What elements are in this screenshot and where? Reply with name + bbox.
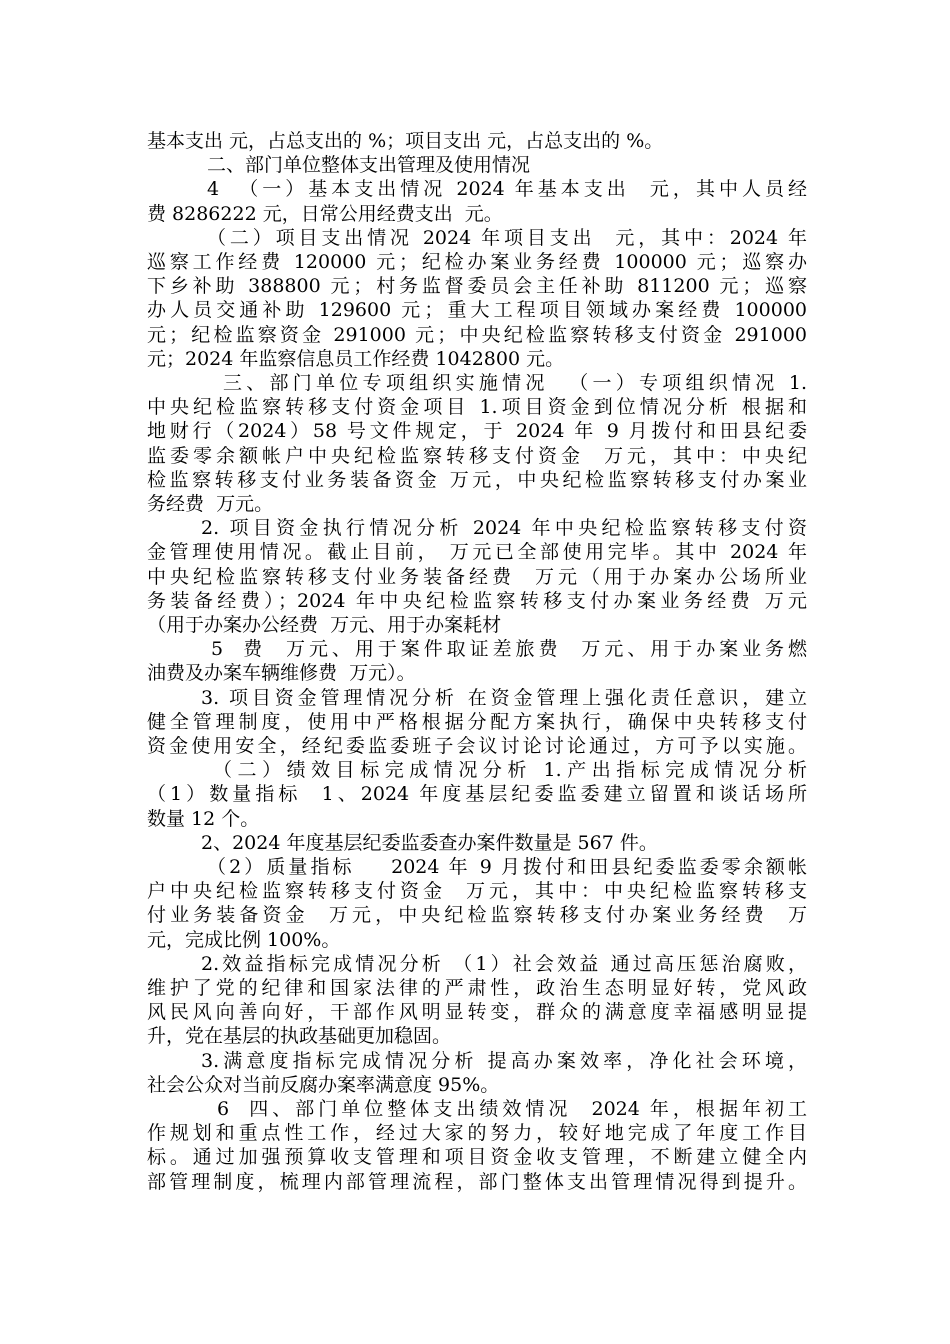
text-line: （用于办案办公经费 万元、用于办案耗材 bbox=[147, 614, 502, 636]
text-line: 务经费 万元。 bbox=[147, 493, 274, 515]
text-line: 元；纪检监察资金 291000 元；中央纪检监察转移支付资金 291000 bbox=[147, 324, 807, 346]
text-line: 元，完成比例 100%。 bbox=[147, 929, 341, 951]
text-line: 费 8286222 元，日常公用经费支出 元。 bbox=[147, 203, 503, 225]
text-line: 资金使用安全，经纪委监委班子会议讨论讨论通过，方可予以实施。 bbox=[147, 735, 807, 757]
text-line: 升，党在基层的执政基础更加稳固。 bbox=[147, 1025, 452, 1047]
text-line: 健全管理制度，使用中严格根据分配方案执行，确保中央转移支付 bbox=[147, 711, 807, 733]
text-line: 风民风向善向好，干部作风明显转变，群众的满意度幸福感明显提 bbox=[147, 1001, 807, 1023]
text-line: （二）项目支出情况 2024 年项目支出 元，其中：2024 年 bbox=[207, 227, 807, 249]
text-line: 监委零余额帐户中央纪检监察转移支付资金 万元，其中：中央纪 bbox=[147, 445, 807, 467]
text-line: 标。通过加强预算收支管理和项目资金收支管理，不断建立健全内 bbox=[147, 1146, 807, 1168]
text-line: （二）绩效目标完成情况分析 1.产出指标完成情况分析 bbox=[213, 759, 807, 781]
text-line: 务装备经费）；2024 年中央纪检监察转移支付办案业务经费 万元 bbox=[147, 590, 807, 612]
text-line: 作规划和重点性工作，经过大家的努力，较好地完成了年度工作目 bbox=[147, 1122, 807, 1144]
text-line: 6 四、部门单位整体支出绩效情况 2024 年，根据年初工 bbox=[217, 1098, 807, 1120]
text-line: 元；2024 年监察信息员工作经费 1042800 元。 bbox=[147, 348, 565, 370]
text-line: 5 费 万元、用于案件取证差旅费 万元、用于办案业务燃 bbox=[211, 638, 807, 660]
text-line: 部管理制度，梳理内部管理流程，部门整体支出管理情况得到提升。 bbox=[147, 1171, 807, 1193]
text-line: 3.满意度指标完成情况分析 提高办案效率，净化社会环境， bbox=[201, 1050, 807, 1072]
text-line: 4 （一）基本支出情况 2024 年基本支出 元，其中人员经 bbox=[207, 178, 807, 200]
text-line: 维护了党的纪律和国家法律的严肃性，政治生态明显好转，党风政 bbox=[147, 977, 807, 999]
text-line: 三、部门单位专项组织实施情况 （一）专项组织情况 1. bbox=[223, 372, 807, 394]
text-line: 中央纪检监察转移支付资金项目 1.项目资金到位情况分析 根据和 bbox=[147, 396, 807, 418]
text-line: 户中央纪检监察转移支付资金 万元，其中：中央纪检监察转移支 bbox=[147, 880, 807, 902]
text-line: 3. 项目资金管理情况分析 在资金管理上强化责任意识，建立 bbox=[201, 687, 807, 709]
text-line: （1）数量指标 1、2024 年度基层纪委监委建立留置和谈话场所 bbox=[147, 783, 807, 805]
text-line: 金管理使用情况。截止目前， 万元已全部使用完毕。其中 2024 年 bbox=[147, 541, 807, 563]
text-line: 中央纪检监察转移支付业务装备经费 万元（用于办案办公场所业 bbox=[147, 566, 807, 588]
text-line: 地财行（2024）58 号文件规定，于 2024 年 9 月拨付和田县纪委 bbox=[147, 420, 807, 442]
text-line: 付业务装备资金 万元，中央纪检监察转移支付办案业务经费 万 bbox=[147, 904, 807, 926]
text-line: 基本支出 元，占总支出的 %；项目支出 元，占总支出的 %。 bbox=[147, 130, 664, 152]
text-line: 检监察转移支付业务装备资金 万元，中央纪检监察转移支付办案业 bbox=[147, 469, 807, 491]
text-line: 社会公众对当前反腐办案率满意度 95%。 bbox=[147, 1074, 500, 1096]
text-line: （2）质量指标 2024 年 9 月拨付和田县纪委监委零余额帐 bbox=[207, 856, 807, 878]
text-line: 数量 12 个。 bbox=[147, 808, 260, 830]
text-line: 办人员交通补助 129600 元；重大工程项目领域办案经费 100000 bbox=[147, 299, 807, 321]
text-line: 二、部门单位整体支出管理及使用情况 bbox=[207, 154, 531, 176]
text-line: 2.效益指标完成情况分析 （1）社会效益 通过高压惩治腐败， bbox=[201, 953, 807, 975]
text-line: 油费及办案车辆维修费 万元）。 bbox=[147, 662, 416, 684]
text-line: 巡察工作经费 120000 元；纪检办案业务经费 100000 元；巡察办 bbox=[147, 251, 807, 273]
text-line: 下乡补助 388800 元；村务监督委员会主任补助 811200 元；巡察 bbox=[147, 275, 807, 297]
text-line: 2. 项目资金执行情况分析 2024 年中央纪检监察转移支付资 bbox=[201, 517, 807, 539]
text-line: 2、2024 年度基层纪委监委查办案件数量是 567 件。 bbox=[201, 832, 658, 854]
